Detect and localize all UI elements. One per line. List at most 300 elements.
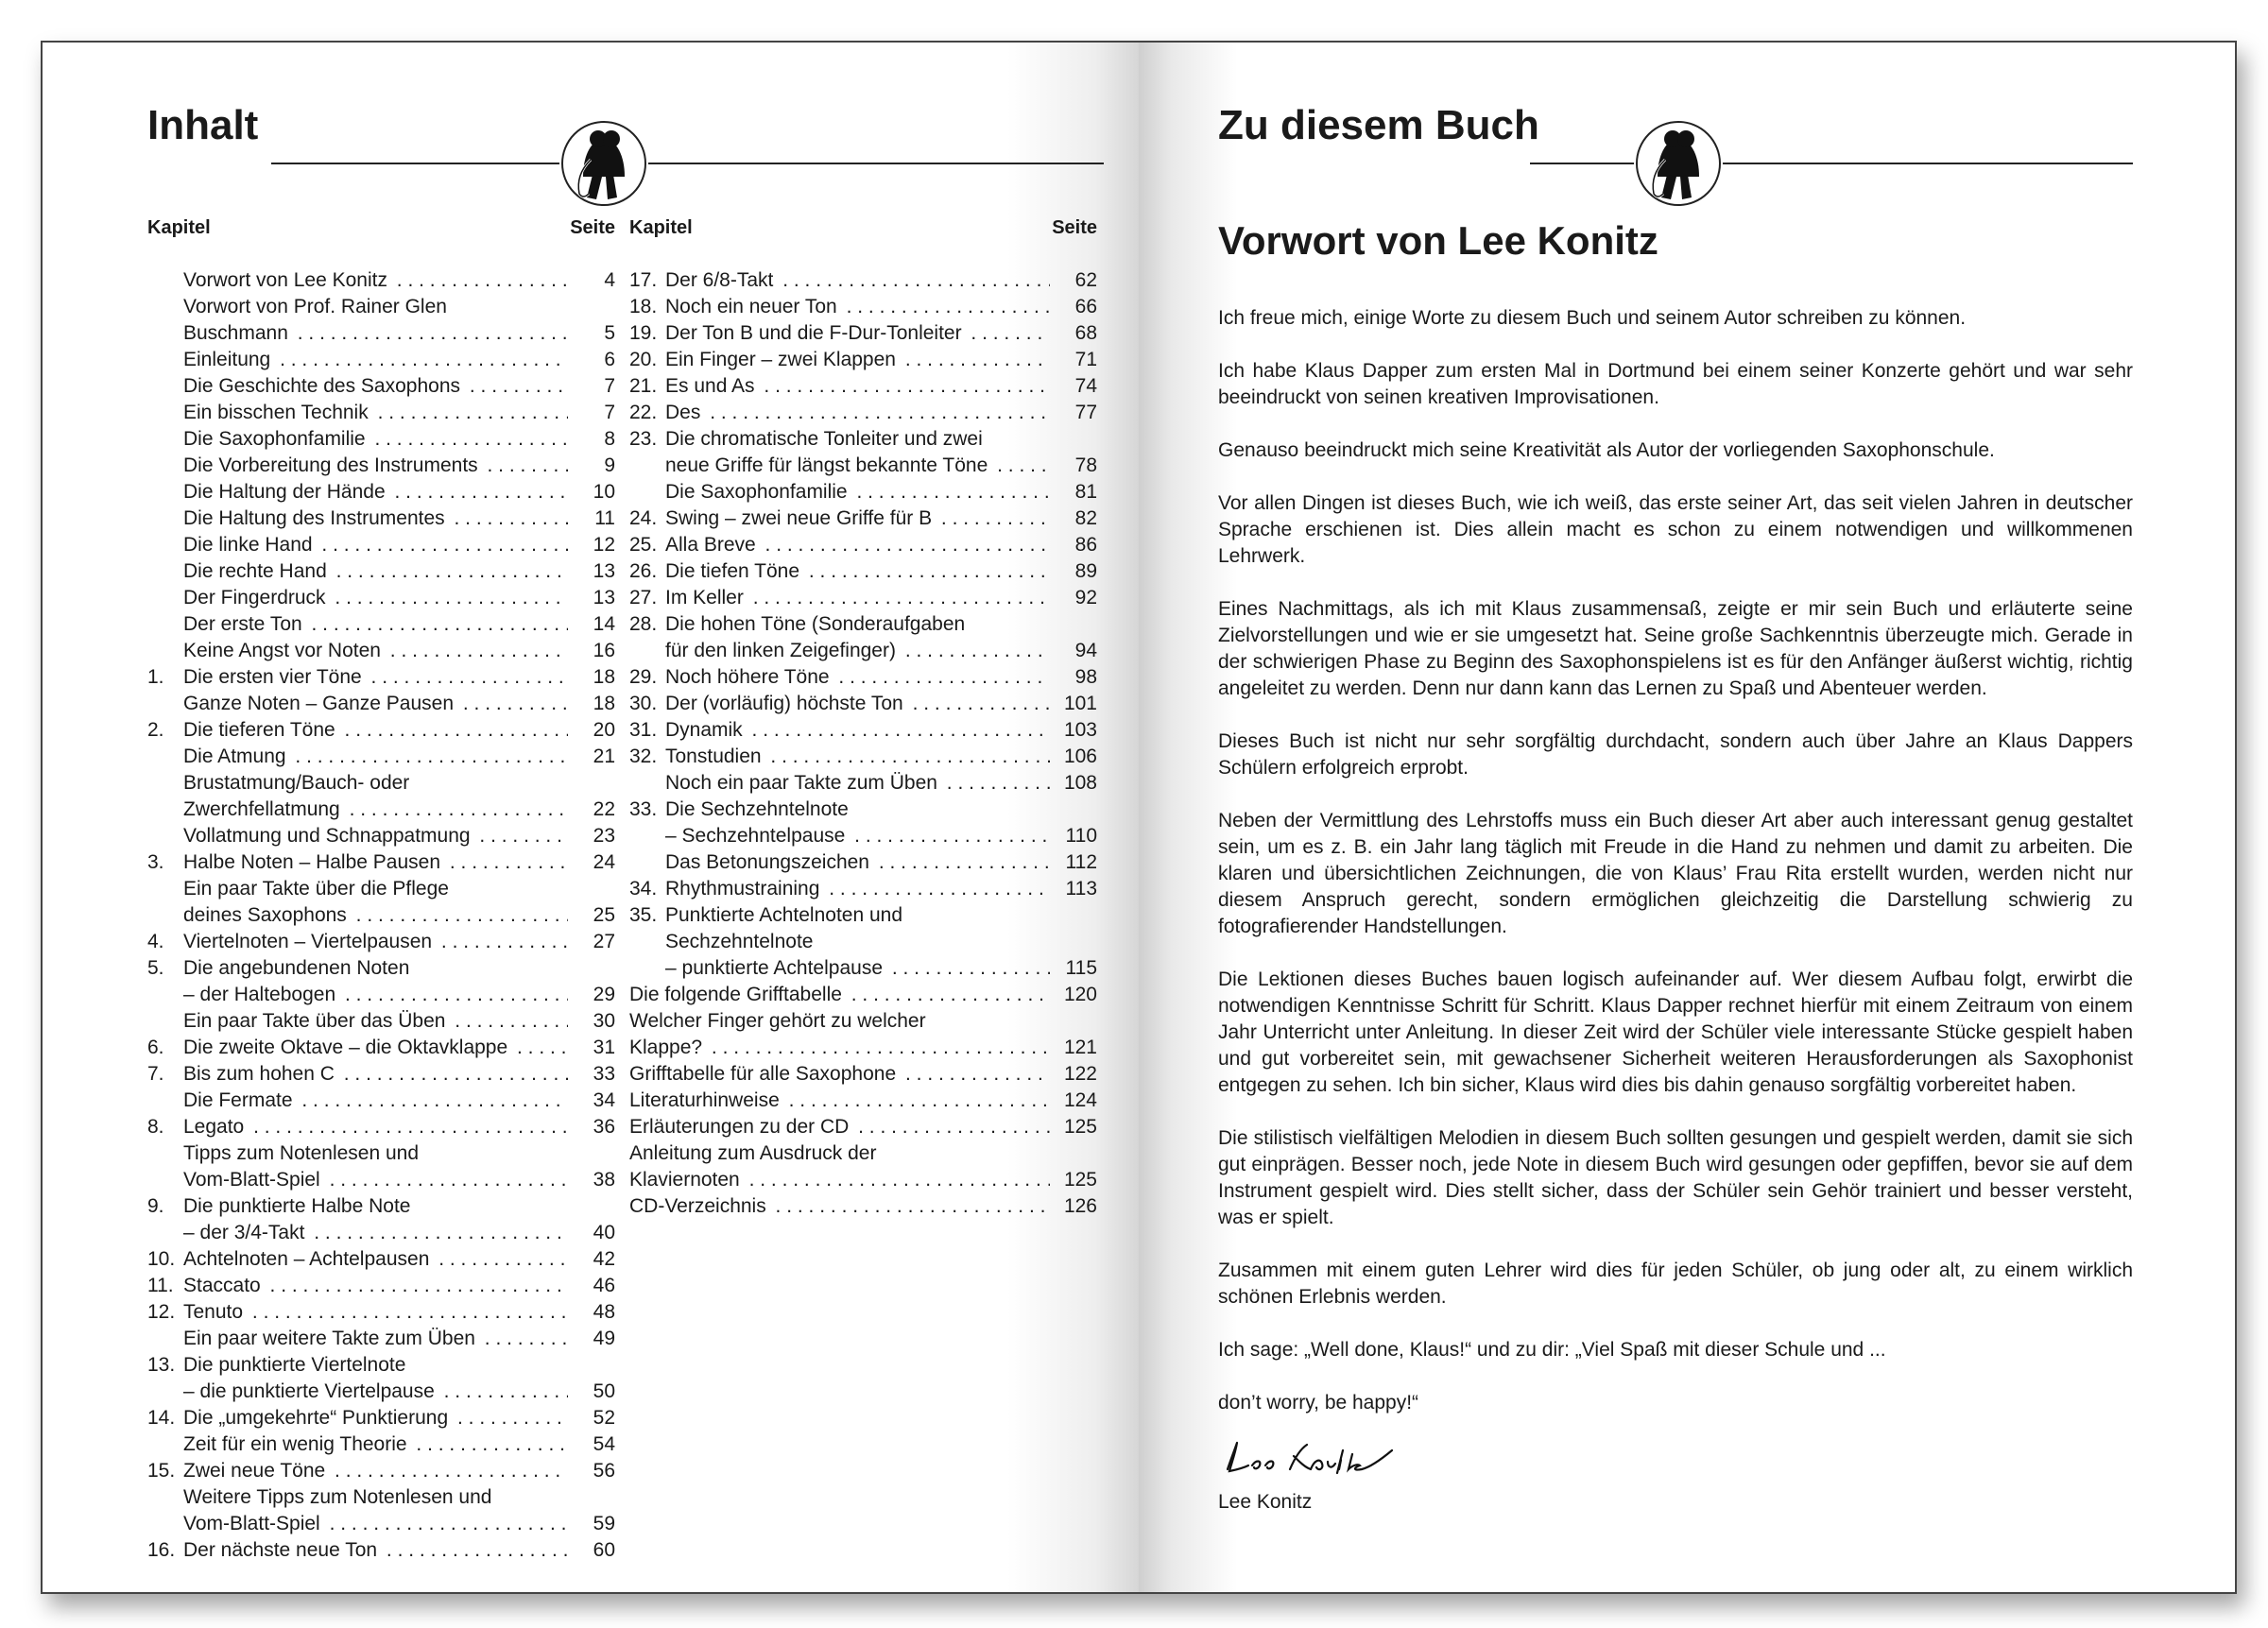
toc-entry-title-text: Alla Breve: [665, 534, 760, 556]
toc-entry-page: 86: [1074, 534, 1097, 556]
toc-entry-title: [665, 849, 1050, 876]
toc-entry-title: [183, 267, 568, 294]
foreword-paragraph: Ich sage: „Well done, Klaus!“ und zu dir: „Viel Spaß mit dieser Schule und ...: [1218, 1339, 1886, 1361]
toc-entry-page: 40: [593, 1222, 615, 1243]
toc-entry: [629, 982, 1097, 1008]
toc-entry-title: [183, 479, 568, 506]
seite-header: Seite: [570, 217, 615, 238]
toc-entry-title: [629, 1008, 1050, 1035]
toc-entry-title-text: Vorwort von Prof. Rainer Glen: [183, 296, 451, 317]
toc-entry-title-text: Brustatmung/Bauch- oder: [183, 772, 413, 794]
toc-entry-title-text: Klappe?: [629, 1037, 706, 1058]
toc-entry-title-text: Die chromatische Tonleiter und zwei: [665, 428, 987, 450]
toc-entry-title-text: Swing – zwei neue Griffe für B: [665, 507, 936, 529]
toc-entry-title-text: Es und As: [665, 375, 759, 397]
toc-entry-title: [183, 797, 568, 823]
toc-entry: [629, 1088, 1097, 1114]
toc-entry-number: 3.: [147, 851, 164, 873]
toc-entry: [629, 1008, 1097, 1035]
toc-entry-title: [183, 1114, 568, 1140]
toc-entry: [147, 1008, 615, 1035]
toc-entry-page: 8: [604, 428, 615, 450]
toc-entry-number: 19.: [629, 322, 658, 344]
toc-entry: [629, 585, 1097, 611]
toc-entry-page: 5: [604, 322, 615, 344]
toc-entry-title-text: – der Haltebogen: [183, 984, 339, 1005]
toc-entry: [147, 797, 615, 823]
toc-entry-title-text: Einleitung: [183, 349, 274, 370]
toc-entry: [147, 479, 615, 506]
toc-entry-title: [183, 1405, 568, 1431]
toc-entry-title-text: Der Ton B und die F-Dur-Tonleiter: [665, 322, 966, 344]
toc-entry: [629, 1035, 1097, 1061]
toc-entry-title: [629, 1167, 1050, 1193]
heading-rule-right: [1723, 163, 2133, 164]
foreword-paragraph: Eines Nachmittags, als ich mit Klaus zusammensaß, zeigte er mir sein Buch und erläuterte seine Zielvorstellungen und wie er sie umgesetzt hat. Seine große Sachkenntnis überzeugte mich. Gerade in der schwierigen Phase zu Beginn des Saxophonspielens ist es für den Anfänger äußerst wichtig, richtig angeleitet zu werden. Denn nur dann kann das Lernen zu Spaß und Abenteuer werden.: [1218, 598, 2133, 699]
toc-entry: [147, 849, 615, 876]
toc-entry-title-text: Der erste Ton: [183, 613, 306, 635]
toc-entry-number: 18.: [629, 296, 658, 317]
toc-entry-title: [183, 1458, 568, 1484]
toc-entry: [629, 691, 1097, 717]
toc-entry-title-text: Ein paar Takte über die Pflege: [183, 878, 453, 900]
toc-entry: [147, 1458, 615, 1484]
toc-entry-page: 122: [1063, 1063, 1097, 1085]
toc-entry: [147, 955, 615, 982]
toc-entry-title: [183, 1352, 568, 1379]
toc-entry-title-text: Die Fermate: [183, 1089, 297, 1111]
signature-icon: [1220, 1431, 1409, 1484]
toc-entry-page: 13: [593, 587, 615, 608]
toc-entry-title: [183, 320, 568, 347]
inhalt-heading: [147, 88, 1104, 163]
toc-entry-number: 16.: [147, 1539, 176, 1561]
toc-entry-title-text: Zwerchfellatmung: [183, 798, 344, 820]
foreword-paragraph: Ich freue mich, einige Worte zu diesem Buch und seinem Autor schreiben zu können.: [1218, 307, 1967, 329]
toc-entry: [147, 347, 615, 373]
toc-entry-number: 28.: [629, 613, 658, 635]
toc-entry-title-text: Noch ein paar Takte zum Üben: [665, 772, 941, 794]
toc-entry-title: [665, 479, 1050, 506]
toc-entry-title: [665, 744, 1050, 770]
toc-entry-title: [665, 770, 1050, 797]
kapitel-header: Kapitel: [629, 217, 693, 238]
toc-entry-page: 110: [1065, 825, 1097, 847]
toc-entry-number: 26.: [629, 560, 658, 582]
toc-entry-number: 2.: [147, 719, 164, 741]
toc-entry-title-text: Die tiefen Töne: [665, 560, 803, 582]
toc-entry-number: 22.: [629, 402, 658, 423]
toc-entry-title-text: Staccato: [183, 1275, 265, 1296]
toc-entry: [147, 1431, 615, 1458]
toc-entry-title: [665, 823, 1050, 849]
toc-entry-title-text: Die angebundenen Noten: [183, 957, 413, 979]
toc-entry: [147, 294, 615, 320]
toc-entry-page: 29: [593, 984, 615, 1005]
toc-entry-title: [665, 267, 1050, 294]
toc-entry-page: 7: [604, 402, 615, 423]
toc-entry-title: [183, 849, 568, 876]
toc-entry-title-text: Welcher Finger gehört zu welcher: [629, 1010, 930, 1032]
toc-entry-page: 98: [1074, 666, 1097, 688]
toc-entry: [629, 664, 1097, 691]
toc-entry-page: 50: [593, 1380, 615, 1402]
toc-entry: [147, 1379, 615, 1405]
toc-entry-title: [183, 823, 568, 849]
toc-entry-page: 78: [1074, 454, 1097, 476]
toc-entry-title: [183, 1193, 568, 1220]
toc-entry-number: 15.: [147, 1460, 176, 1482]
toc-entry: [629, 638, 1097, 664]
toc-entry: [147, 664, 615, 691]
saxophonist-emblem-icon: [558, 118, 649, 209]
toc-entry-page: 13: [593, 560, 615, 582]
toc-entry-page: 42: [593, 1248, 615, 1270]
toc-entry-title-text: Die Vorbereitung des Instruments: [183, 454, 482, 476]
toc-entry-page: 106: [1063, 745, 1097, 767]
toc-entry-number: 10.: [147, 1248, 176, 1270]
toc-entry: [147, 1537, 615, 1564]
toc-entry: [147, 532, 615, 558]
toc-entry-title: [183, 1511, 568, 1537]
toc-entry-page: 74: [1074, 375, 1097, 397]
toc-entry: [147, 902, 615, 929]
toc-entry-title: [183, 664, 568, 691]
toc-entry-title-text: – der 3/4-Takt: [183, 1222, 308, 1243]
toc-entry-number: 20.: [629, 349, 658, 370]
toc-entry-title-text: Die ersten vier Töne: [183, 666, 366, 688]
toc-entry-title: [183, 1061, 568, 1088]
toc-entry-number: 12.: [147, 1301, 176, 1323]
toc-entry-title: [665, 320, 1050, 347]
toc-entry-number: 11.: [147, 1275, 174, 1296]
toc-entry-title-text: – punktierte Achtelpause: [665, 957, 886, 979]
toc-entry-title: [665, 876, 1050, 902]
toc-column-1: [147, 217, 615, 1564]
toc-entry-title-text: Vorwort von Lee Konitz: [183, 269, 391, 291]
toc-entry-title-text: Die Saxophonfamilie: [665, 481, 851, 503]
toc-entry-title-text: Bis zum hohen C: [183, 1063, 338, 1085]
toc-entry-page: 115: [1065, 957, 1097, 979]
toc-entry: [147, 929, 615, 955]
foreword-paragraph: Die stilistisch vielfältigen Melodien in diesem Buch sollten gesungen und gespielt werden, damit sie sich gut einprägen. Besser noch, jede Note in diesem Buch wird gesungen oder gepfiffen, bevor sie auf dem Instrument gespielt wird. Dies stellt sicher, dass der Schüler sein Gehör trainiert und besser versteht, was er spielt.: [1218, 1127, 2133, 1228]
toc-entry-title: [183, 955, 568, 982]
toc-entry-number: 27.: [629, 587, 658, 608]
toc-entry-title-text: Ein paar weitere Takte zum Üben: [183, 1328, 479, 1349]
toc-entry-title: [183, 1140, 568, 1167]
toc-entry-page: 36: [593, 1116, 615, 1138]
toc-entry-title-text: Erläuterungen zu der CD: [629, 1116, 852, 1138]
toc-entry-number: 29.: [629, 666, 658, 688]
zu-diesem-buch-title: Zu diesem Buch: [1218, 102, 1539, 148]
book-spread: [41, 41, 2237, 1594]
toc-entry-title-text: Die hohen Töne (Sonderaufgaben: [665, 613, 969, 635]
toc-entry-page: 6: [604, 349, 615, 370]
toc-entry-title: [183, 1299, 568, 1326]
toc-entry-page: 108: [1063, 772, 1097, 794]
toc-entry-title: [183, 876, 568, 902]
toc-entry: [147, 982, 615, 1008]
toc-entry-title-text: Die punktierte Halbe Note: [183, 1195, 414, 1217]
toc-entry-title-text: deines Saxophons: [183, 904, 351, 926]
toc-entry-title: [629, 1193, 1050, 1220]
toc-entry-number: 14.: [147, 1407, 176, 1429]
toc-entry: [147, 1114, 615, 1140]
toc-entry-page: 25: [593, 904, 615, 926]
toc-entry-title-text: Die rechte Hand: [183, 560, 331, 582]
toc-entry-number: 25.: [629, 534, 658, 556]
toc-entry: [147, 1326, 615, 1352]
toc-entry: [629, 479, 1097, 506]
foreword-paragraph: Die Lektionen dieses Buches bauen logisch aufeinander auf. Wer diesem Aufbau folgt, erwirbt die notwendigen Kenntnisse Schritt für Schritt. Klaus Dapper rechnet hierfür mit einem Zeitraum von einem Jahr Unterricht unter Anleitung. In dieser Zeit wird der Schüler viele interessante Stücke gespielt haben und gut vorbereitet sein, mit gewachsener Sicherheit weiteren Herausforderungen als Saxophonist entgegen zu sehen. Ich bin sicher, Klaus wird dies bis dahin genauso sorgfältig vorbereitet haben.: [1218, 968, 2133, 1096]
toc-header: [147, 217, 615, 246]
toc-entry-page: 103: [1063, 719, 1097, 741]
toc-entry: [147, 638, 615, 664]
toc-entry: [147, 426, 615, 453]
toc-entry-title: [183, 1379, 568, 1405]
toc-entry-title: [665, 691, 1050, 717]
toc-entry-title: [183, 558, 568, 585]
toc-entry-page: 34: [593, 1089, 615, 1111]
toc-entry-title: [183, 902, 568, 929]
toc-entry: [629, 347, 1097, 373]
toc-entry: [147, 1273, 615, 1299]
toc-entry-title-text: Der Fingerdruck: [183, 587, 330, 608]
toc-entry: [147, 1061, 615, 1088]
toc-entry-title-text: für den linken Zeigefinger): [665, 640, 900, 661]
toc-entry-title: [183, 929, 568, 955]
toc-entry-title: [665, 426, 1050, 453]
toc-entry: [147, 717, 615, 744]
toc-entry: [629, 823, 1097, 849]
toc-entry: [629, 1193, 1097, 1220]
toc-entry-title-text: Die punktierte Viertelnote: [183, 1354, 409, 1376]
toc-entry-title: [665, 347, 1050, 373]
foreword-paragraph: don’t worry, be happy!“: [1218, 1392, 1419, 1414]
toc-entry-page: 125: [1063, 1116, 1097, 1138]
toc-entry-title-text: Halbe Noten – Halbe Pausen: [183, 851, 444, 873]
toc-entry: [629, 373, 1097, 400]
toc-entry-title: [183, 1431, 568, 1458]
toc-entry-title: [183, 717, 568, 744]
toc-entry-title-text: Die Sechzehntelnote: [665, 798, 852, 820]
toc-entry-number: 32.: [629, 745, 658, 767]
toc-entry-title-text: Legato: [183, 1116, 248, 1138]
toc-entry-title: [183, 1008, 568, 1035]
toc-entry-page: 33: [593, 1063, 615, 1085]
toc-entry-title-text: Ein Finger – zwei Klappen: [665, 349, 900, 370]
toc-entry: [147, 373, 615, 400]
toc-entry-title: [665, 638, 1050, 664]
toc-entry: [147, 691, 615, 717]
toc-entry-number: 5.: [147, 957, 164, 979]
toc-entry-title: [183, 744, 568, 770]
toc-entry-title-text: Noch höhere Töne: [665, 666, 833, 688]
toc-entry-title-text: Die linke Hand: [183, 534, 317, 556]
toc-entry-page: 11: [594, 507, 615, 529]
toc-entry-title: [665, 611, 1050, 638]
toc-entry-title-text: Literaturhinweise: [629, 1089, 783, 1111]
toc-entry: [629, 744, 1097, 770]
toc-entry-title-text: – die punktierte Viertelpause: [183, 1380, 438, 1402]
toc-entry-title: [665, 400, 1050, 426]
toc-entry-title-text: Der 6/8-Takt: [665, 269, 777, 291]
foreword-body: [1218, 305, 2133, 1443]
toc-entry: [629, 770, 1097, 797]
toc-entry-title: [629, 1088, 1050, 1114]
toc-entry-title-text: Der nächste neue Ton: [183, 1539, 381, 1561]
toc-entry-page: 18: [593, 666, 615, 688]
toc-entry: [629, 532, 1097, 558]
toc-entry-title: [183, 1537, 568, 1564]
toc-entry: [629, 426, 1097, 453]
toc-entry-title-text: Ein paar Takte über das Üben: [183, 1010, 449, 1032]
toc-entry: [147, 558, 615, 585]
toc-entry-title: [629, 1114, 1050, 1140]
toc-entry-page: 77: [1074, 402, 1097, 423]
toc-entry-page: 71: [1074, 349, 1097, 370]
toc-entry-title-text: Zeit für ein wenig Theorie: [183, 1433, 411, 1455]
toc-entry-title: [183, 1088, 568, 1114]
toc-entry-page: 16: [593, 640, 615, 661]
toc-entry-title-text: Grifftabelle für alle Saxophone: [629, 1063, 900, 1085]
toc-entry-page: 94: [1074, 640, 1097, 661]
seite-header: Seite: [1052, 217, 1097, 238]
heading-rule-left: [1530, 163, 1634, 164]
toc-entry-title-text: CD-Verzeichnis: [629, 1195, 770, 1217]
toc-entry-number: 13.: [147, 1354, 176, 1376]
toc-entry-page: 38: [593, 1169, 615, 1191]
toc-entry-page: 9: [604, 454, 615, 476]
toc-entry-page: 66: [1074, 296, 1097, 317]
toc-entry-page: 125: [1063, 1169, 1097, 1191]
toc-entry-page: 27: [593, 931, 615, 952]
toc-entry-title-text: Tipps zum Notenlesen und: [183, 1142, 422, 1164]
toc-entry-title-text: Achtelnoten – Achtelpausen: [183, 1248, 433, 1270]
toc-entry-title: [183, 1246, 568, 1273]
toc-entry: [629, 294, 1097, 320]
toc-entry-page: 120: [1063, 984, 1097, 1005]
toc-entry-title-text: Die Geschichte des Saxophons: [183, 375, 464, 397]
toc-entry-title-text: Weitere Tipps zum Notenlesen und: [183, 1486, 495, 1508]
toc-entry: [147, 585, 615, 611]
toc-entry-title: [665, 558, 1050, 585]
foreword-paragraph: Ich habe Klaus Dapper zum ersten Mal in Dortmund bei einem seiner Konzerte gehört und war sehr beeindruckt von seinen kreativen Improvisationen.: [1218, 360, 2133, 408]
toc-entry-title: [665, 373, 1050, 400]
toc-entry: [629, 876, 1097, 902]
toc-entry-page: 54: [593, 1433, 615, 1455]
toc-entry-page: 60: [593, 1539, 615, 1561]
toc-entry: [147, 506, 615, 532]
toc-entry-title: [665, 955, 1050, 982]
toc-entry-title: [183, 1220, 568, 1246]
toc-entry-title-text: neue Griffe für längst bekannte Töne: [665, 454, 991, 476]
toc-entry-title: [183, 532, 568, 558]
toc-entry-title: [183, 1167, 568, 1193]
left-page: [43, 43, 1139, 1592]
toc-entry-title: [629, 1035, 1050, 1061]
toc-entry-title-text: Die Saxophonfamilie: [183, 428, 369, 450]
toc-entry: [147, 320, 615, 347]
toc-entry-number: 6.: [147, 1037, 164, 1058]
toc-entry-page: 59: [593, 1513, 615, 1534]
toc-entry-page: 68: [1074, 322, 1097, 344]
toc-entry: [147, 1484, 615, 1511]
toc-entry-page: 113: [1065, 878, 1097, 900]
toc-entry-title-text: Viertelnoten – Viertelpausen: [183, 931, 436, 952]
toc-entry-title-text: Punktierte Achtelnoten und: [665, 904, 906, 926]
toc-entry-title-text: Die tieferen Töne: [183, 719, 339, 741]
toc-entry-title-text: Im Keller: [665, 587, 747, 608]
toc-entry-page: 18: [593, 693, 615, 714]
toc-entry-title-text: Buschmann: [183, 322, 292, 344]
toc-entry-title: [629, 1140, 1050, 1167]
toc-entry: [147, 876, 615, 902]
toc-entry-title: [183, 691, 568, 717]
toc-entry-title: [183, 426, 568, 453]
toc-entry-number: 23.: [629, 428, 658, 450]
toc-entry-title: [183, 506, 568, 532]
toc-entry-title-text: Vom-Blatt-Spiel: [183, 1513, 324, 1534]
toc-entry-title: [183, 1484, 568, 1511]
toc-entry: [629, 849, 1097, 876]
toc-entry: [629, 267, 1097, 294]
toc-entry-title: [665, 506, 1050, 532]
toc-entry-page: 7: [604, 375, 615, 397]
toc-entry-page: 56: [593, 1460, 615, 1482]
toc-entry-page: 46: [593, 1275, 615, 1296]
toc-entry-page: 14: [593, 613, 615, 635]
toc-entry: [147, 1405, 615, 1431]
toc-entry-page: 101: [1063, 693, 1097, 714]
toc-entry-page: 31: [593, 1037, 615, 1058]
toc-entry-number: 7.: [147, 1063, 164, 1085]
toc-entry-number: 35.: [629, 904, 658, 926]
toc-entry: [147, 611, 615, 638]
toc-entry: [629, 611, 1097, 638]
toc-entry-title-text: Rhythmustraining: [665, 878, 823, 900]
toc-entry-title-text: Die „umgekehrte“ Punktierung: [183, 1407, 452, 1429]
toc-entry: [629, 929, 1097, 955]
toc-entry-page: 10: [593, 481, 615, 503]
toc-entry-page: 21: [593, 745, 615, 767]
toc-entry-title: [183, 770, 568, 797]
toc-entry-title: [665, 294, 1050, 320]
toc-entry-number: 17.: [629, 269, 658, 291]
toc-entry-number: 9.: [147, 1195, 164, 1217]
toc-entry-number: 30.: [629, 693, 658, 714]
toc-entry-page: 20: [593, 719, 615, 741]
toc-entry: [147, 1246, 615, 1273]
toc-entry-title: [183, 611, 568, 638]
inhalt-title: Inhalt: [147, 102, 259, 148]
toc-entry-title: [665, 797, 1050, 823]
toc-entry-title: [183, 1326, 568, 1352]
toc-entry-title: [629, 1061, 1050, 1088]
toc-entry-title-text: Tonstudien: [665, 745, 765, 767]
toc-entry: [629, 1167, 1097, 1193]
toc-entry-title: [665, 585, 1050, 611]
toc-entry: [147, 453, 615, 479]
toc-entry-title: [183, 982, 568, 1008]
toc-entry: [147, 823, 615, 849]
toc-entry-page: 126: [1063, 1195, 1097, 1217]
toc-entry-title: [665, 902, 1050, 929]
toc-entry-title: [183, 294, 568, 320]
toc-entry: [147, 1140, 615, 1167]
toc-entry: [147, 267, 615, 294]
toc-entry-title: [665, 532, 1050, 558]
